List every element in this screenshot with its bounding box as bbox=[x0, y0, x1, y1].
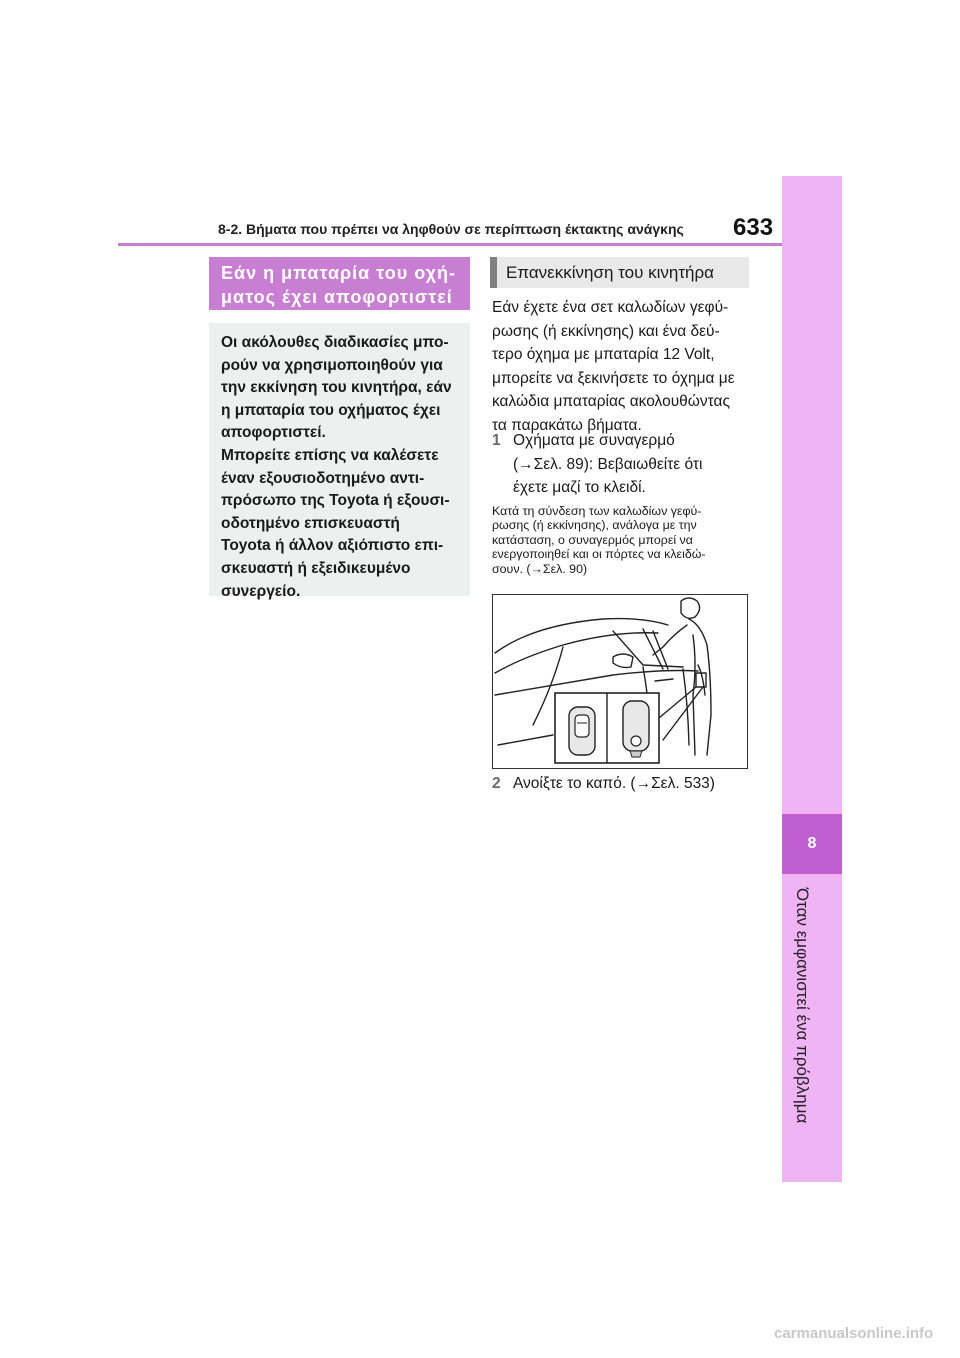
body-line: πρόσωπο της Toyota ή εξουσι- bbox=[221, 492, 450, 510]
intro-paragraph bbox=[492, 296, 752, 438]
body-line: αποφορτιστεί. bbox=[221, 424, 326, 442]
intro-line: καλώδια μπαταρίας ακολουθώντας bbox=[492, 393, 730, 411]
body-line: η μπαταρία του οχήματος έχει bbox=[221, 401, 441, 419]
intro-line: τερο όχημα με μπαταρία 12 Volt, bbox=[492, 346, 715, 364]
body-line: ρούν να χρησιμοποιηθούν για bbox=[221, 356, 443, 374]
key-fob-icon bbox=[569, 707, 595, 755]
unlock-door-illustration bbox=[492, 594, 748, 769]
step-text: Ανοίξτε το καπό. (→Σελ. 533) bbox=[513, 775, 715, 792]
step-line: (→Σελ. 89): Βεβαιωθείτε ότι bbox=[513, 455, 703, 473]
step-number: 2 bbox=[492, 775, 501, 792]
chapter-number-badge: 8 bbox=[782, 814, 842, 874]
info-box bbox=[209, 323, 470, 600]
heading-line: Εάν η μπαταρία του οχή- bbox=[221, 263, 456, 283]
body-line: Μπορείτε επίσης να καλέσετε bbox=[221, 446, 439, 464]
body-line: συνεργείο. bbox=[221, 582, 301, 600]
body-line: σκευαστή ή εξειδικευμένο bbox=[221, 559, 411, 577]
note-line: κατάσταση, ο συναγερμός μπορεί να bbox=[492, 532, 693, 547]
note-line: ενεργοποιηθεί και οι πόρτες να κλειδώ- bbox=[492, 547, 706, 562]
note-line: Κατά τη σύνδεση των καλωδίων γεφύ- bbox=[492, 504, 702, 518]
key-fob-icon bbox=[623, 701, 649, 757]
step-line: έχετε μαζί το κλειδί. bbox=[513, 479, 646, 497]
intro-line: Εάν έχετε ένα σετ καλωδίων γεφύ- bbox=[492, 299, 729, 316]
note-line: ρωσης (ή εκκίνησης), ανάλογα με την bbox=[492, 518, 697, 533]
intro-line: ρωσης (ή εκκίνησης) και ένα δεύ- bbox=[492, 322, 720, 340]
body-line: Toyota ή άλλον αξιόπιστο επι- bbox=[221, 537, 444, 555]
body-line: οδοτημένο επισκευαστή bbox=[221, 514, 400, 532]
alarm-note bbox=[492, 504, 750, 576]
header-divider bbox=[118, 243, 782, 246]
body-line: την εκκίνηση του κινητήρα, εάν bbox=[221, 379, 452, 397]
restart-engine-heading: Επανεκκίνηση του κινητήρα bbox=[490, 257, 749, 288]
note-line: σουν. (→Σελ. 90) bbox=[492, 561, 588, 576]
step-number: 1 bbox=[492, 432, 501, 449]
section-title: 8-2. Βήματα που πρέπει να ληφθούν σε περίπτωση έκτακτης ανάγκης bbox=[218, 221, 684, 237]
page-number: 633 bbox=[733, 214, 774, 241]
heading-line: ματος έχει αποφορτιστεί bbox=[221, 287, 453, 307]
intro-line: τα παρακάτω βήματα. bbox=[492, 416, 642, 434]
watermark: carmanualsonline.info bbox=[774, 1325, 934, 1342]
step-line: Οχήματα με συναγερμό bbox=[513, 432, 675, 449]
chapter-side-tab bbox=[782, 176, 842, 1182]
chapter-label: Όταν εμφανιστεί ένα πρόβλημα bbox=[793, 888, 812, 1124]
car-and-key-drawing bbox=[493, 595, 747, 768]
intro-line: μπορείτε να ξεκινήσετε το όχημα με bbox=[492, 369, 735, 387]
step-text bbox=[513, 429, 753, 500]
body-line: Οι ακόλουθες διαδικασίες μπο- bbox=[221, 334, 449, 351]
battery-discharged-heading bbox=[209, 257, 470, 310]
body-line: έναν εξουσιοδοτημένο αντι- bbox=[221, 469, 425, 487]
